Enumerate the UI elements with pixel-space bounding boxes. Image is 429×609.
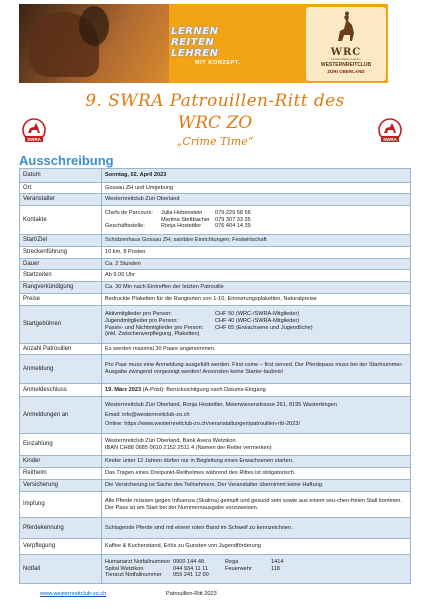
fee-category: Jugendmitglieder pro Person: — [105, 317, 179, 324]
address-line: Westernreitclub Züri Oberland, Ronja Hostettler, Meierwiesenstrasse 261, 8195 Wasterkingen — [105, 402, 337, 409]
row-label: Anzahl Patrouillen — [20, 344, 102, 355]
row-label: Rangverkündigung — [20, 282, 102, 294]
emergency-name: Feuerwehr — [225, 565, 252, 572]
horse-marking-rule: Schlagende Pferde sind mit einem roten Band im Schweif zu kennzeichnen. — [102, 518, 411, 539]
table-row — [20, 539, 411, 555]
table-row — [20, 344, 411, 355]
emergency-line — [105, 572, 407, 579]
bank-line: Westernreitclub Züri Oberland, Bank Avera Wetzikon — [105, 437, 236, 444]
swra-seal-icon — [22, 118, 46, 144]
row-label: Datum — [20, 169, 102, 183]
row-label: Dauer — [20, 259, 102, 270]
row-label: Impfung — [20, 492, 102, 518]
emergency-name — [225, 572, 269, 579]
row-label: Versicherung — [20, 480, 102, 492]
contact-name: Martina Stettbacher — [161, 216, 210, 223]
start-fees — [102, 306, 411, 344]
tagline-line-2: REITEN — [171, 37, 215, 48]
contact-line — [105, 217, 407, 224]
table-row — [20, 518, 411, 539]
table-row — [20, 456, 411, 468]
table-row — [20, 434, 411, 456]
iban-line: IBAN CH88 0685 0610 2152 2511 4 (Namen der Reiter vermerken) — [105, 444, 272, 451]
contact-role: Geschäftsstelle: — [105, 223, 145, 230]
emergency-phone: 055 241 12 00 — [173, 572, 209, 579]
row-label: Reithelm — [20, 468, 102, 480]
emergency-phone: 044 934 11 11 — [173, 565, 208, 572]
contact-name: Julia Hohenstein — [161, 210, 203, 217]
row-label: Streckenführung — [20, 247, 102, 259]
table-row — [20, 282, 411, 294]
logo-region: ZÜRI OBERLAND — [327, 69, 365, 74]
contact-line — [105, 210, 407, 217]
tagline-line-1: LERNEN — [171, 26, 219, 37]
western-rider-icon — [334, 11, 358, 43]
contact-phone: 076 404 14 39 — [215, 223, 251, 230]
svg-text:SWRA: SWRA — [27, 137, 41, 142]
emergency-name: Tierarzt Notfallnummer — [105, 572, 162, 579]
table-row — [20, 480, 411, 492]
registration-deadline — [102, 384, 411, 397]
table-row — [20, 468, 411, 480]
duration: Ca. 2 Stunden — [102, 259, 411, 270]
banner-photo — [19, 4, 169, 83]
emergency-phone — [271, 572, 301, 579]
swra-seal-icon — [378, 118, 402, 144]
emergency-contacts — [102, 555, 411, 584]
event-title-line-2: WRC ZO — [177, 113, 253, 133]
deadline-date: 19. März 2023 — [105, 386, 142, 393]
catering-info: Kaffee & Kuchenstand, Erlös zu Gunsten von Jugendförderung — [102, 539, 411, 555]
fee-note: (inkl. Zwischenverpflegung, Plaketten) — [105, 331, 200, 338]
info-table — [19, 168, 411, 584]
logo-tagline: Lernen Reiten Lehren — [331, 57, 361, 61]
row-label: Einzahlung — [20, 434, 102, 456]
fee-amount: CHF 40 (WRC-/SWRA-Mitglieder) — [215, 317, 300, 324]
event-location: Gossau ZH und Umgebung — [102, 183, 411, 194]
row-label: Startgebühren — [20, 306, 102, 344]
club-logo — [306, 7, 386, 81]
table-row — [20, 247, 411, 259]
insurance-rule: Die Versicherung ist Sache des Teilnehmers. Der Veranstalter übernimmt keine Haftung. — [102, 480, 411, 492]
contact-name: Ronja Hostettler — [161, 223, 202, 230]
website-link[interactable]: www.westernreitclub-zo.ch — [40, 591, 107, 597]
contact-phone: 079 307 33 35 — [215, 216, 251, 223]
document-name: Patrouillen-Ritt 2023 — [166, 591, 217, 597]
ranking-announcement: Ca. 30 Min nach Eintreffen der letzten Patrouille — [102, 282, 411, 294]
row-label: Anmeldeschluss — [20, 384, 102, 397]
table-row — [20, 555, 411, 584]
organizer: Westernreitclub Züri Oberland — [102, 194, 411, 206]
fee-amount: CHF 50 (WRC-/SWRA-Mitglieder) — [215, 311, 300, 318]
event-date: Sonntag, 02. April 2023 — [102, 169, 411, 183]
table-row — [20, 169, 411, 183]
row-label: Kinder — [20, 456, 102, 468]
row-label: Veranstalter — [20, 194, 102, 206]
banner-tagline — [171, 26, 218, 59]
row-label: Anmeldungen an — [20, 397, 102, 434]
emergency-name: Spital Wetzikon — [105, 565, 144, 572]
table-row — [20, 397, 411, 434]
emergency-line — [105, 559, 407, 566]
registration-info: Pro Paar muss eine Anmeldung ausgefüllt werden. First come – first served. Der Pferdepass muss bei der Startnummer-Ausgabe zwingend vorgezeigt werden! Ansonsten keine Starter-laubnis! — [102, 355, 411, 384]
fee-line — [105, 318, 407, 325]
contacts — [102, 206, 411, 235]
emergency-line — [105, 566, 407, 573]
table-row — [20, 294, 411, 306]
table-row — [20, 183, 411, 194]
section-heading: Ausschreibung — [19, 153, 114, 168]
fee-category: Aktivmitglieder pro Person: — [105, 311, 172, 318]
fee-line — [105, 325, 407, 332]
event-motto: „Crime Time“ — [176, 135, 254, 148]
emergency-name: Rega — [225, 559, 239, 566]
registration-address — [102, 397, 411, 434]
emergency-name: Humanarzt Notfallnummer — [105, 559, 171, 566]
emergency-phone: 0900 144 48 — [173, 559, 205, 566]
table-row — [20, 194, 411, 206]
contact-role: Chefs de Parcours: — [105, 210, 153, 217]
prizes: Bedruckte Plaketten für die Rangierten von 1-10, Erinnerungsplaketten, Naturalpreise — [102, 294, 411, 306]
patrol-count: Es werden maximal 30 Paare angenommen. — [102, 344, 411, 355]
table-row — [20, 259, 411, 270]
table-row — [20, 235, 411, 247]
vaccination-rule: Alle Pferde müssen gegen Influenza (Skalma) geimpft und gesund sein sowie aus einem seu-chen-freien Stall kommen. Der Pass ist am Start bei der Nummernausgabe vorzuweisen. — [102, 492, 411, 518]
fee-line — [105, 311, 407, 318]
svg-text:SWRA: SWRA — [383, 137, 397, 142]
table-row — [20, 492, 411, 518]
row-label: Pferdekennung — [20, 518, 102, 539]
table-row — [20, 355, 411, 384]
row-label: Verpflegung — [20, 539, 102, 555]
start-times: Ab 9.00 Uhr — [102, 270, 411, 282]
rider-icon — [79, 6, 109, 46]
table-row — [20, 384, 411, 397]
payment-info — [102, 434, 411, 456]
online-link[interactable]: Online: https://www.westernreitclub-zo.ch/veranstaltungen/patrouillen-ritt-2023/ — [105, 421, 300, 428]
logo-club-name: WESTERNREITCLUB — [320, 62, 372, 68]
route: 10 km, 8 Posten — [102, 247, 411, 259]
logo-abbrev: WRC — [330, 47, 362, 58]
table-row — [20, 206, 411, 235]
start-finish: Schützenhaus Gossau ZH; sanitäre Einrichtungen; Festwirtschaft — [102, 235, 411, 247]
banner-subline: MIT KONZEPT. — [195, 60, 241, 66]
table-row — [20, 306, 411, 344]
fee-amount: CHF 65 (Erwachsene und Jugendliche) — [215, 324, 313, 331]
row-label: Notfall — [20, 555, 102, 584]
helmet-rule: Das Tragen eines Dreipunkt-Reithelmes während des Rittes ist obligatorisch. — [102, 468, 411, 480]
row-label: Preise — [20, 294, 102, 306]
email-line[interactable]: Email: info@westernreitclub-zo.ch — [105, 411, 190, 418]
deadline-note: (A-Post): Berücksichtigung nach Datums-Eingang — [141, 386, 266, 393]
row-label: Startzeiten — [20, 270, 102, 282]
row-label: Ort — [20, 183, 102, 194]
contact-phone: 079 229 58 56 — [215, 210, 251, 217]
children-rule: Kinder unter 12 Jahren dürfen nur in Begleitung eines Erwachsenen starten. — [102, 456, 411, 468]
table-row — [20, 270, 411, 282]
contact-line — [105, 223, 407, 230]
contact-role — [105, 217, 159, 224]
row-label: Start/Ziel — [20, 235, 102, 247]
row-label: Anmeldung — [20, 355, 102, 384]
event-title-line-1: 9. SWRA Patrouillen-Ritt des — [85, 91, 345, 111]
fee-category: Passiv- und Nichtmitglieder pro Person: — [105, 324, 204, 331]
emergency-phone: 118 — [271, 565, 280, 572]
emergency-phone: 1414 — [271, 559, 284, 566]
row-label: Kontakte — [20, 206, 102, 235]
tagline-line-3: LEHREN — [171, 48, 219, 59]
